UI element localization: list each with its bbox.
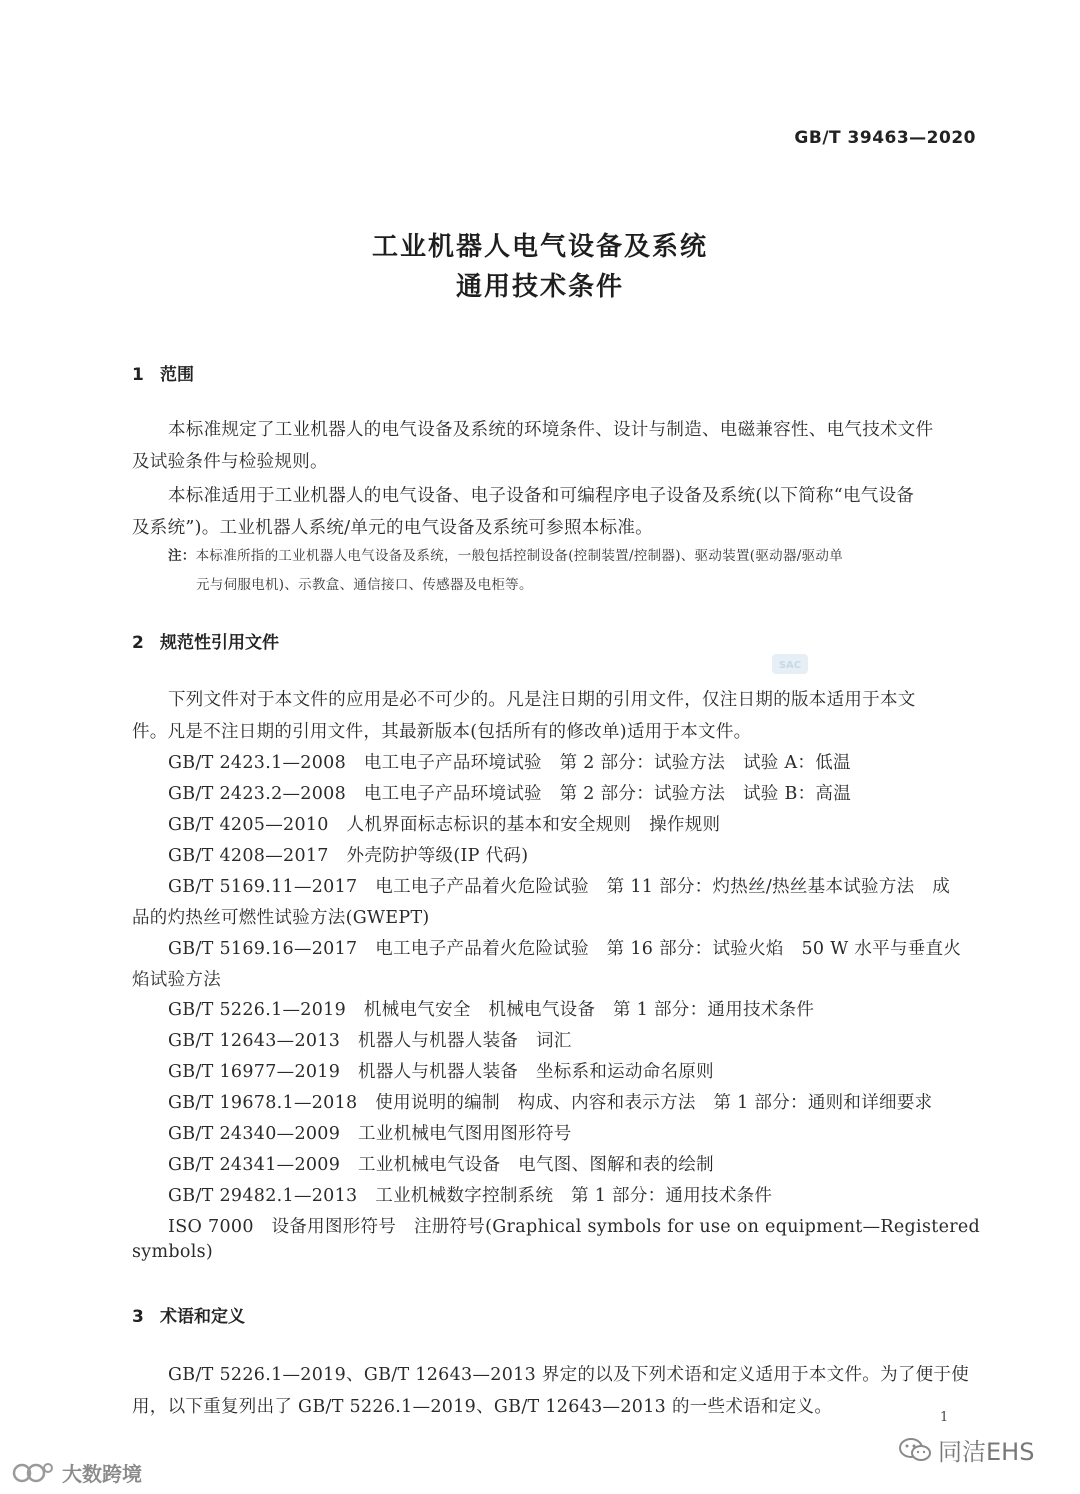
scope-paragraph-1: 本标准规定了工业机器人的电气设备及系统的环境条件、设计与制造、电磁兼容性、电气技术文件 (168, 420, 934, 440)
section-number: 2 (132, 633, 144, 653)
watermark-right (898, 1432, 1034, 1467)
note-text: 本标准所指的工业机器人电气设备及系统，一般包括控制设备(控制装置/控制器)、驱动装置(驱动器/驱动单 (195, 548, 844, 564)
scope-note (168, 544, 843, 564)
section-title: 范围 (160, 365, 194, 385)
section-title: 规范性引用文件 (160, 633, 279, 653)
reference-item: GB/T 19678.1—2018 使用说明的编制 构成、内容和表示方法 第 1 部分：通则和详细要求 (168, 1093, 933, 1113)
watermark-right-text: 同洁EHS (938, 1438, 1035, 1466)
reference-item-cont: symbols) (132, 1242, 214, 1262)
watermark-left (12, 1458, 142, 1487)
section-3-heading (132, 1302, 245, 1327)
watermark-left-text: 大数跨境 (62, 1462, 142, 1486)
refs-intro-cont: 件。凡是不注日期的引用文件，其最新版本(包括所有的修改单)适用于本文件。 (132, 722, 752, 742)
terms-paragraph-cont: 用，以下重复列出了 GB/T 5226.1—2019、GB/T 12643—2013 的一些术语和定义。 (132, 1397, 833, 1417)
reference-item: GB/T 5169.16—2017 电工电子产品着火危险试验 第 16 部分：试验火焰 50 W 水平与垂直火 (168, 939, 962, 959)
reference-item: GB/T 29482.1—2013 工业机械数字控制系统 第 1 部分：通用技术条件 (168, 1186, 773, 1206)
reference-item: GB/T 4205—2010 人机界面标志标识的基本和安全规则 操作规则 (168, 815, 721, 835)
terms-paragraph: GB/T 5226.1—2019、GB/T 12643—2013 界定的以及下列术语和定义适用于本文件。为了便于使 (168, 1365, 970, 1385)
document-title-line2: 通用技术条件 (455, 272, 624, 302)
brand-logo-icon (12, 1460, 56, 1486)
section-number: 1 (132, 365, 144, 385)
reference-item: GB/T 5226.1—2019 机械电气安全 机械电气设备 第 1 部分：通用技术条件 (168, 1000, 815, 1020)
section-1-heading (132, 360, 194, 385)
wechat-icon (898, 1436, 932, 1464)
section-title: 术语和定义 (160, 1307, 245, 1327)
section-number: 3 (132, 1307, 144, 1327)
standard-number: GB/T 39463—2020 (794, 128, 976, 148)
scope-paragraph-1-cont: 及试验条件与检验规则。 (132, 452, 328, 472)
reference-item-cont: 焰试验方法 (132, 970, 221, 990)
scope-paragraph-2: 本标准适用于工业机器人的电气设备、电子设备和可编程序电子设备及系统(以下简称“电气设备 (168, 486, 915, 506)
reference-item: GB/T 2423.1—2008 电工电子产品环境试验 第 2 部分：试验方法 试验 A：低温 (168, 753, 851, 773)
reference-item: GB/T 5169.11—2017 电工电子产品着火危险试验 第 11 部分：灼热丝/热丝基本试验方法 成 (168, 877, 951, 897)
refs-intro: 下列文件对于本文件的应用是必不可少的。凡是注日期的引用文件，仅注日期的版本适用于本文 (168, 690, 916, 710)
scope-note-cont: 元与伺服电机)、示教盒、通信接口、传感器及电柜等。 (196, 577, 533, 593)
svg-text:SAC: SAC (778, 660, 802, 671)
reference-item: GB/T 4208—2017 外壳防护等级(IP 代码) (168, 846, 529, 866)
scope-paragraph-2-cont: 及系统”)。工业机器人系统/单元的电气设备及系统可参照本标准。 (132, 518, 653, 538)
note-label: 注： (168, 548, 196, 564)
reference-item: GB/T 24340—2009 工业机械电气图用图形符号 (168, 1124, 572, 1144)
faint-logo-watermark (770, 650, 810, 678)
reference-item: GB/T 16977—2019 机器人与机器人装备 坐标系和运动命名原则 (168, 1062, 714, 1082)
reference-item: GB/T 2423.2—2008 电工电子产品环境试验 第 2 部分：试验方法 试验 B：高温 (168, 784, 852, 804)
reference-item: GB/T 24341—2009 工业机械电气设备 电气图、图解和表的绘制 (168, 1155, 714, 1175)
reference-item: GB/T 12643—2013 机器人与机器人装备 词汇 (168, 1031, 572, 1051)
reference-item-cont: 品的灼热丝可燃性试验方法(GWEPT) (132, 908, 430, 928)
section-2-heading (132, 628, 279, 653)
reference-item: ISO 7000 设备用图形符号 注册符号(Graphical symbols for use on equipment—Registered (168, 1217, 981, 1237)
page-number: 1 (940, 1410, 949, 1425)
document-title-line1: 工业机器人电气设备及系统 (371, 232, 708, 262)
